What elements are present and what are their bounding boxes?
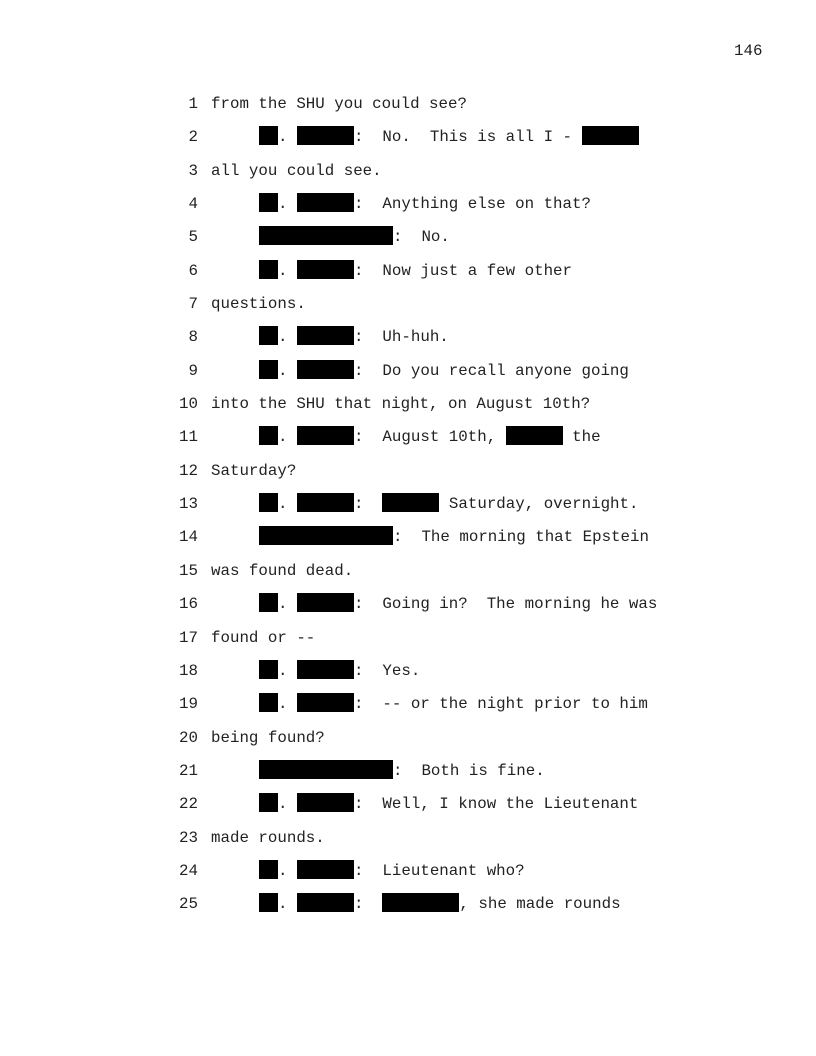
line-text: made rounds. — [211, 828, 325, 847]
line-number: 6 — [188, 261, 198, 280]
speaker-dot: . — [278, 361, 288, 380]
redaction-box — [259, 326, 278, 345]
line-text: found or -- — [211, 628, 316, 647]
redaction-box — [582, 126, 639, 145]
line-number: 7 — [188, 295, 198, 314]
answer-no: No. — [382, 128, 411, 147]
line-text — [259, 360, 629, 382]
transcript-line — [0, 526, 816, 559]
speaker-colon: : — [353, 495, 364, 514]
redaction-box — [382, 493, 439, 512]
transcript-line — [0, 460, 816, 493]
line-text — [259, 760, 545, 782]
line-number: 9 — [188, 361, 198, 380]
speaker-dot: . — [278, 261, 288, 280]
speaker-colon: : — [393, 761, 403, 780]
transcript-line — [0, 393, 816, 426]
line-text-content: The morning that Epstein — [421, 528, 649, 547]
line-text — [259, 493, 639, 515]
redaction-box — [297, 193, 354, 212]
speaker-colon: : — [353, 895, 364, 914]
line-number: 20 — [179, 728, 198, 747]
speaker-colon: : — [353, 695, 364, 714]
line-number: 12 — [179, 461, 198, 480]
redaction-box — [297, 326, 354, 345]
transcript-line — [0, 260, 816, 293]
transcript-line — [0, 93, 816, 126]
line-number: 22 — [179, 795, 198, 814]
redaction-box — [259, 860, 278, 879]
speaker-colon: : — [353, 195, 364, 214]
line-text: being found? — [211, 728, 325, 747]
line-number: 18 — [179, 661, 198, 680]
line-number: 3 — [188, 161, 198, 180]
line-text-content: Lieutenant who? — [382, 861, 525, 880]
line-number: 4 — [188, 195, 198, 214]
transcript-line — [0, 627, 816, 660]
transcript-line — [0, 160, 816, 193]
transcript-line — [0, 827, 816, 860]
speaker-colon: : — [353, 361, 364, 380]
line-text — [259, 426, 601, 448]
line-number: 5 — [188, 228, 198, 247]
line-text — [259, 860, 525, 882]
line-number: 19 — [179, 695, 198, 714]
line-text: was found dead. — [211, 561, 354, 580]
line-text — [259, 260, 572, 282]
speaker-dot: . — [278, 328, 288, 347]
speaker-colon: : — [353, 595, 364, 614]
redaction-box — [506, 426, 563, 445]
redaction-box — [297, 426, 354, 445]
line-text — [259, 593, 657, 615]
transcript-line — [0, 860, 816, 893]
redaction-box — [297, 593, 354, 612]
speaker-dot: . — [278, 861, 288, 880]
transcript-line — [0, 693, 816, 726]
line-text: from the SHU you could see? — [211, 95, 467, 113]
speaker-colon: : — [353, 428, 364, 447]
redaction-box — [259, 193, 278, 212]
speaker-dot: . — [278, 695, 288, 714]
speaker-colon: : — [393, 228, 403, 247]
line-number: 2 — [188, 128, 198, 147]
line-number: 1 — [188, 95, 198, 113]
transcript-line — [0, 493, 816, 526]
line-text: into the SHU that night, on August 10th? — [211, 395, 591, 414]
line-text-content: August 10th, — [382, 428, 497, 447]
redaction-box — [259, 226, 393, 245]
redaction-box — [259, 593, 278, 612]
speaker-colon: : — [353, 861, 364, 880]
redaction-box — [259, 893, 278, 912]
line-number: 25 — [179, 895, 198, 914]
transcript-line — [0, 593, 816, 626]
speaker-colon: : — [353, 328, 364, 347]
speaker-colon: : — [353, 261, 364, 280]
speaker-colon: : — [353, 795, 364, 814]
line-text-content: Uh-huh. — [382, 328, 449, 347]
transcript-line — [0, 126, 816, 159]
transcript-line — [0, 193, 816, 226]
line-text-content: -- or the night prior to him — [382, 695, 648, 714]
line-text-content: No. — [421, 228, 450, 247]
transcript-line — [0, 326, 816, 359]
line-number: 21 — [179, 761, 198, 780]
line-number: 24 — [179, 861, 198, 880]
redaction-box — [297, 860, 354, 879]
line-text-content: Both is fine. — [421, 761, 545, 780]
line-text-content: Do you recall anyone going — [382, 361, 629, 380]
line-number: 15 — [179, 561, 198, 580]
redaction-box — [259, 426, 278, 445]
line-text-content: Anything else on that? — [382, 195, 591, 214]
transcript-line — [0, 660, 816, 693]
line-text — [259, 226, 450, 248]
line-text: questions. — [211, 295, 306, 314]
line-text: all you could see. — [211, 161, 382, 180]
redaction-box — [259, 660, 278, 679]
line-text — [259, 193, 591, 215]
line-text — [259, 793, 638, 815]
line-number: 16 — [179, 595, 198, 614]
redaction-box — [259, 693, 278, 712]
line-number: 8 — [188, 328, 198, 347]
line-text-content: Now just a few other — [382, 261, 573, 280]
redaction-box — [297, 693, 354, 712]
line-text-content: , she made rounds — [459, 895, 621, 914]
transcript-line — [0, 727, 816, 760]
redaction-box — [297, 893, 354, 912]
line-number: 13 — [179, 495, 198, 514]
redaction-box — [259, 360, 278, 379]
line-number: 14 — [179, 528, 198, 547]
redaction-box — [297, 493, 354, 512]
line-text-content: Well, I know the Lieutenant — [382, 795, 639, 814]
speaker-dot: . — [278, 895, 288, 914]
line-text — [259, 126, 639, 148]
redaction-box — [259, 126, 278, 145]
redaction-box — [297, 660, 354, 679]
transcript-line — [0, 426, 816, 459]
redaction-box — [259, 493, 278, 512]
transcript-line — [0, 760, 816, 793]
speaker-dot: . — [278, 795, 288, 814]
line-text-content: Saturday, overnight. — [448, 495, 639, 514]
line-text — [259, 326, 449, 348]
speaker-colon: : — [353, 661, 364, 680]
redaction-box — [259, 760, 393, 779]
line-text — [259, 526, 649, 548]
line-text — [259, 693, 648, 715]
line-number: 10 — [179, 395, 198, 414]
speaker-dot: . — [278, 195, 288, 214]
redaction-box — [297, 260, 354, 279]
line-number: 11 — [179, 428, 198, 447]
transcript-line — [0, 560, 816, 593]
transcript-line — [0, 293, 816, 326]
line-number: 17 — [179, 628, 198, 647]
redaction-box — [382, 893, 459, 912]
line-text: Saturday? — [211, 461, 297, 480]
transcript-line — [0, 226, 816, 259]
redaction-box — [297, 126, 354, 145]
redaction-box — [259, 526, 393, 545]
line-number: 23 — [179, 828, 198, 847]
line-text — [259, 660, 420, 682]
speaker-dot: . — [278, 595, 288, 614]
line-text-content: This is all I - — [429, 128, 573, 147]
line-text — [259, 893, 621, 915]
redaction-box — [297, 360, 354, 379]
line-text-the: the — [572, 428, 601, 447]
speaker-dot: . — [278, 428, 288, 447]
page-number: 146 — [734, 42, 763, 60]
line-text-content: Yes. — [382, 661, 421, 680]
speaker-dot: . — [278, 128, 288, 147]
speaker-colon: : — [353, 128, 364, 147]
speaker-colon: : — [393, 528, 403, 547]
line-text-content: Going in? The morning he was — [382, 595, 658, 614]
redaction-box — [297, 793, 354, 812]
transcript-line — [0, 793, 816, 826]
speaker-dot: . — [278, 495, 288, 514]
redaction-box — [259, 793, 278, 812]
speaker-dot: . — [278, 661, 288, 680]
transcript-line — [0, 893, 816, 926]
transcript-line — [0, 360, 816, 393]
redaction-box — [259, 260, 278, 279]
transcript-body — [0, 93, 816, 927]
